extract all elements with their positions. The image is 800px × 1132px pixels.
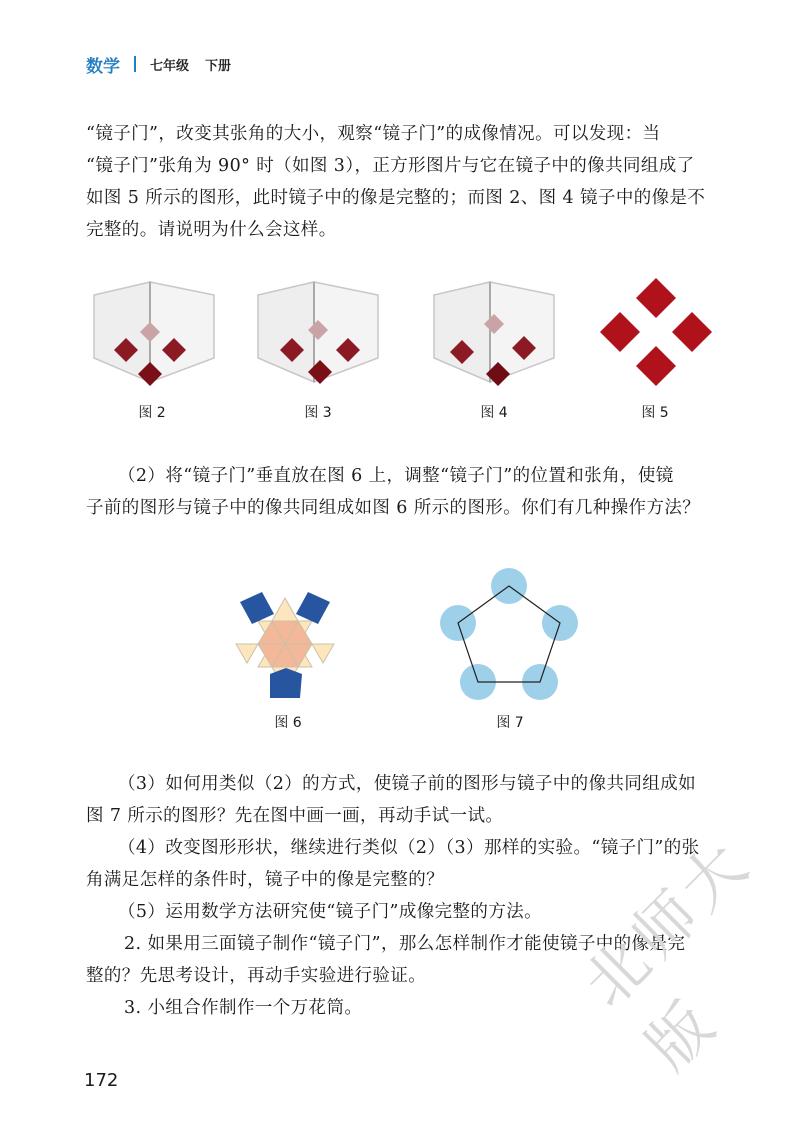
text-line: （3）如何用类似（2）的方式，使镜子前的图形与镜子中的像共同组成如	[118, 774, 696, 794]
figure-2-caption: 图 2	[138, 405, 166, 421]
figure-2-mirror-door	[88, 270, 220, 395]
paragraph-2	[86, 460, 722, 524]
paragraph-1	[86, 118, 722, 246]
figure-4-mirror-door	[428, 270, 560, 395]
text-line: （2）将“镜子门”垂直放在图 6 上，调整“镜子门”的位置和张角，使镜	[118, 466, 674, 486]
text-line: 如图 5 所示的图形，此时镜子中的像是完整的；而图 2、图 4 镜子中的像是不	[86, 188, 706, 208]
figure-3-mirror-door	[252, 270, 384, 395]
figure-7-pentagon-circles	[436, 566, 582, 702]
text-line: 完整的。请说明为什么会这样。	[86, 220, 337, 240]
text-line: 3. 小组合作制作一个万花筒。	[124, 998, 363, 1018]
text-line: 图 7 所示的图形？先在图中画一画，再动手试一试。	[86, 806, 504, 826]
figure-6-caption: 图 6	[274, 715, 302, 731]
text-line: （4）改变图形形状，继续进行类似（2）（3）那样的实验。“镜子门”的张	[118, 838, 700, 858]
text-line: 2. 如果用三面镜子制作“镜子门”，那么怎样制作才能使镜子中的像是完	[124, 934, 686, 954]
figure-7-caption: 图 7	[496, 715, 524, 731]
header-divider	[134, 56, 136, 72]
figure-5-caption: 图 5	[641, 405, 669, 421]
watermark: 北师大版	[569, 824, 766, 1084]
text-line: 整的？先思考设计，再动手实验进行验证。	[86, 966, 427, 986]
page-number: 172	[84, 1070, 119, 1091]
text-line: “镜子门”张角为 90° 时（如图 3），正方形图片与它在镜子中的像共同组成了	[86, 156, 695, 176]
header-grade: 七年级	[150, 58, 190, 74]
running-header	[86, 52, 231, 76]
figure-3-caption: 图 3	[304, 405, 332, 421]
text-line: 角满足怎样的条件时，镜子中的像是完整的？	[86, 870, 444, 890]
text-line: “镜子门”，改变其张角的大小，观察“镜子门”的成像情况。可以发现：当	[86, 124, 661, 144]
header-subject: 数学	[86, 56, 120, 77]
header-volume: 下册	[205, 58, 232, 74]
text-line: （5）运用数学方法研究使“镜子门”成像完整的方法。	[118, 902, 543, 922]
text-line: 子前的图形与镜子中的像共同组成如图 6 所示的图形。你们有几种操作方法？	[86, 498, 701, 518]
figure-5-square-pattern	[598, 276, 714, 388]
figure-6-hexagram-pattern	[222, 588, 348, 700]
figure-4-caption: 图 4	[480, 405, 508, 421]
